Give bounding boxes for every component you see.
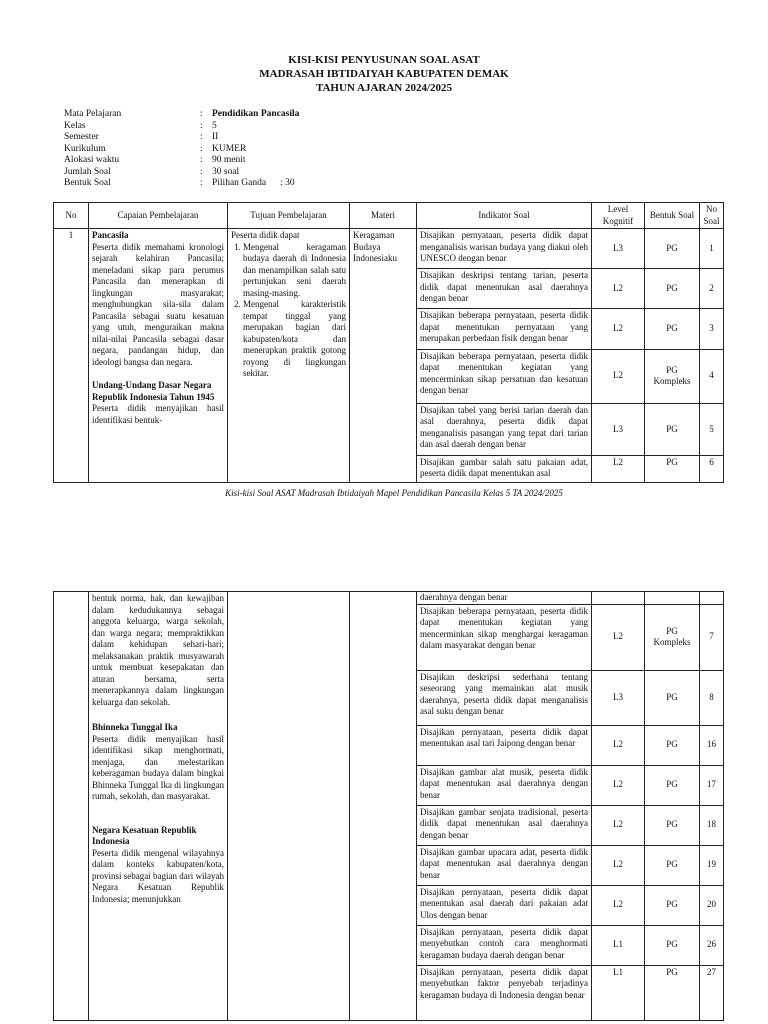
- meta-label: Jumlah Soal: [64, 166, 111, 177]
- meta-colon: :: [200, 155, 203, 165]
- level-cell: L2: [592, 309, 645, 349]
- meta-colon: :: [200, 166, 203, 177]
- col-header-materi: Materi: [350, 203, 417, 229]
- col-header-no: No: [54, 203, 89, 229]
- level-cell: L2: [592, 604, 645, 670]
- nosoal-cell: 2: [700, 269, 724, 309]
- meta-value: II: [212, 132, 219, 142]
- level-cell: L2: [592, 885, 645, 925]
- cp-heading: Undang-Undang Dasar Negara Republik Indonesia Tahun 1945: [92, 380, 215, 402]
- level-cell: [592, 592, 645, 605]
- indikator-cell: Disajikan beberapa pernyataan, peserta didik dapat menentukan kegiatan yang mencerminkan sikap persatuan dan kesatuan dengan benar: [417, 349, 592, 403]
- meta-label: Mata Pelajaran: [64, 109, 122, 119]
- bentuk-cell: PG: [645, 805, 700, 845]
- indikator-cell: Disajikan gambar senjata tradisional, peserta didik dapat menentukan asal daerahnya dengan benar: [417, 805, 592, 845]
- bentuk-cell: PG: [645, 403, 700, 455]
- tp-cell: [228, 592, 350, 1021]
- bentuk-cell: PG: [645, 725, 700, 765]
- meta-value: Pilihan Ganda: [212, 178, 267, 188]
- bentuk-cell: PG: [645, 765, 700, 805]
- nosoal-cell: 20: [700, 885, 724, 925]
- indikator-cell: Disajikan tabel yang berisi tarian daerah dan asal daerahnya, peserta didik dapat menganalisis pasangan yang tepat dari tarian dan asal daerah dengan benar: [417, 403, 592, 455]
- materi-cell: [350, 592, 417, 1021]
- cp-heading: Pancasila: [92, 230, 129, 241]
- nosoal-cell: 19: [700, 845, 724, 885]
- cp-text: Peserta didik mengenal wilayahnya dalam konteks kabupaten/kota, provinsi sebagai bagian dari wilayah Negara Kesatuan Republik Indonesia; menunjukkan: [92, 847, 224, 904]
- meta-row: [64, 167, 299, 179]
- level-cell: L1: [592, 965, 645, 1020]
- cp-text: Peserta didik menyajikan hasil identifikasi sikap menghormati, menjaga, dan melestarikan keberagaman budaya dalam bingkai Bhinneka Tunggal Ika di lingkungan rumah, sekolah, dan masyarakat.: [92, 733, 224, 801]
- meta-row: [64, 155, 299, 167]
- level-cell: L2: [592, 765, 645, 805]
- bentuk-cell: PG: [645, 309, 700, 349]
- col-header-indikator: Indikator Soal: [417, 203, 592, 229]
- col-header-nosoal: No Soal: [700, 203, 724, 229]
- kisi-table-page1: [53, 202, 724, 483]
- bentuk-cell: PG: [645, 670, 700, 725]
- indikator-cell: Disajikan gambar alat musik, peserta didik dapat menentukan asal daerahnya dengan benar: [417, 765, 592, 805]
- bentuk-cell: PG: [645, 965, 700, 1020]
- row-no: 1: [54, 229, 89, 483]
- level-cell: L2: [592, 269, 645, 309]
- level-cell: L2: [592, 725, 645, 765]
- indikator-cell: Disajikan pernyataan, peserta didik dapat menentukan asal daerah dari pakaian adat Ulos dengan benar: [417, 885, 592, 925]
- nosoal-cell: 7: [700, 604, 724, 670]
- meta-colon: :: [200, 178, 203, 188]
- nosoal-cell: 27: [700, 965, 724, 1020]
- indikator-cell: Disajikan pernyataan, peserta didik dapat menyebutkan faktor penyebab terjadinya keragaman budaya di Indonesia dengan benar: [417, 965, 592, 1020]
- meta-row: [64, 132, 299, 144]
- cp-cell: [89, 229, 228, 483]
- nosoal-cell: 3: [700, 309, 724, 349]
- meta-value: KUMER: [212, 143, 247, 154]
- cp-text: bentuk norma, hak, dan kewajiban dalam kedudukannya sebagai anggota keluarga, warga sekolah, dan warga negara; mempraktikkan dalam kehidupan sehari-hari; melaksanakan praktik musyawarah untuk membuat kesepakatan dan aturan bersama, serta menerapkannya dalam lingkungan keluarga dan sekolah.: [92, 593, 224, 707]
- tp-cell: [228, 229, 350, 483]
- indikator-cell: Disajikan pernyataan, peserta didik dapat menentukan asal tari Jaipong dengan benar: [417, 725, 592, 765]
- nosoal-cell: 8: [700, 670, 724, 725]
- meta-info: [64, 109, 299, 190]
- meta-label: Alokasi waktu: [64, 155, 120, 165]
- level-cell: L3: [592, 229, 645, 269]
- indikator-cell: Disajikan deskripsi sederhana tentang seseorang yang memainkan alat musik daerahnya, peserta didik dapat menganalisis asal suku dengan benar: [417, 670, 592, 725]
- meta-row: [64, 109, 299, 121]
- meta-label: Kurikulum: [64, 143, 106, 154]
- cp-heading: Negara Kesatuan Republik Indonesia: [92, 824, 197, 846]
- bentuk-cell: PG: [645, 925, 700, 965]
- indikator-cell: Disajikan deskripsi tentang tarian, peserta didik dapat menentukan asal daerahnya dengan benar: [417, 269, 592, 309]
- indikator-cell: Disajikan pernyataan, peserta didik dapat menganalisis warisan budaya yang diakui oleh UNESCO dengan benar: [417, 229, 592, 269]
- cp-text: Peserta didik memahami kronologi sejarah kelahiran Pancasila; meneladani sikap para perumus Pancasila dan menerapkan di lingkungan masyarakat; menghubungkan sila-sila dalam Pancasila sebagai suatu kesatuan yang utuh, menguraikan makna nilai-nilai Pancasila sebagai dasar negara, pandangan hidup, dan ideologi bangsa dan negara.: [92, 241, 224, 367]
- nosoal-cell: 5: [700, 403, 724, 455]
- indikator-cell: Disajikan pernyataan, peserta didik dapat menyebutkan contoh cara menghormati keragaman budaya daerah dengan benar: [417, 925, 592, 965]
- cp-text: Peserta didik menyajikan hasil identifikasi bentuk-: [92, 403, 224, 425]
- meta-colon: :: [200, 109, 203, 119]
- level-cell: L3: [592, 403, 645, 455]
- doc-title-line1: KISI-KISI PENYUSUNAN SOAL ASAT: [288, 54, 480, 66]
- meta-value: 30 soal: [212, 166, 240, 177]
- table-row: [54, 592, 724, 605]
- col-header-tp: Tujuan Pembelajaran: [228, 203, 350, 229]
- tp-intro: Peserta didik dapat: [231, 230, 300, 241]
- indikator-cell: Disajikan gambar upacara adat, peserta didik dapat menentukan asal daerahnya dengan benar: [417, 845, 592, 885]
- level-cell: L2: [592, 455, 645, 482]
- meta-colon: :: [200, 143, 203, 154]
- cp-cell: [89, 592, 228, 1021]
- indikator-cell: Disajikan beberapa pernyataan, peserta didik dapat menentukan kegiatan yang mencerminkan sikap menghargai keragaman dalam masyarakat dengan benar: [417, 604, 592, 670]
- nosoal-cell: 26: [700, 925, 724, 965]
- meta-value: Pendidikan Pancasila: [212, 109, 300, 119]
- meta-extra: : 30: [280, 178, 295, 188]
- meta-colon: :: [200, 132, 203, 142]
- col-header-bentuk: Bentuk Soal: [645, 203, 700, 229]
- bentuk-cell: PG: [645, 269, 700, 309]
- meta-label: Semester: [64, 132, 99, 142]
- bentuk-cell: PG Kompleks: [645, 604, 700, 670]
- meta-row: [64, 121, 299, 133]
- bentuk-cell: PG: [645, 845, 700, 885]
- tp-item: 2. Mengenal karakteristik tempat tinggal yang merupakan bagian dari kabupaten/kota dan menerapkan praktik gotong royong di lingkungan sekitar.: [243, 299, 346, 380]
- meta-colon: :: [200, 120, 203, 131]
- table-row: [54, 229, 724, 269]
- meta-label: Bentuk Soal: [64, 178, 111, 188]
- nosoal-cell: 18: [700, 805, 724, 845]
- nosoal-cell: 16: [700, 725, 724, 765]
- page-footer: Kisi-kisi Soal ASAT Madrasah Ibtidaiyah Mapel Pendidikan Pancasila Kelas 5 TA 2024/2025: [225, 488, 563, 498]
- meta-row: [64, 178, 299, 190]
- level-cell: L1: [592, 925, 645, 965]
- col-header-cp: Capaian Pembelajaran: [89, 203, 228, 229]
- cp-heading: Bhinneka Tunggal Ika: [92, 722, 178, 732]
- meta-value: 90 menit: [212, 155, 246, 165]
- nosoal-cell: 4: [700, 349, 724, 403]
- tp-item: 1. Mengenal keragaman budaya daerah di Indonesia dan menampilkan salah satu pertunjukan seni daerah masing-masing.: [243, 242, 346, 300]
- row-no: [54, 592, 89, 1021]
- nosoal-cell: 1: [700, 229, 724, 269]
- bentuk-cell: PG: [645, 885, 700, 925]
- level-cell: L2: [592, 845, 645, 885]
- indikator-cell: Disajikan gambar salah satu pakaian adat, peserta didik dapat menentukan asal: [417, 455, 592, 482]
- indikator-cell: daerahnya dengan benar: [417, 592, 592, 605]
- bentuk-cell: PG Kompleks: [645, 349, 700, 403]
- level-cell: L3: [592, 670, 645, 725]
- nosoal-cell: 17: [700, 765, 724, 805]
- meta-row: [64, 144, 299, 156]
- meta-label: Kelas: [64, 120, 86, 131]
- tp-list: [231, 242, 346, 380]
- nosoal-cell: 6: [700, 455, 724, 482]
- doc-title-line2: MADRASAH IBTIDAIYAH KABUPATEN DEMAK: [259, 68, 509, 80]
- doc-title-line3: TAHUN AJARAN 2024/2025: [315, 82, 453, 94]
- kisi-table-page2: [53, 591, 724, 1021]
- bentuk-cell: [645, 592, 700, 605]
- materi-cell: Keragaman Budaya Indonesiaku: [350, 229, 417, 483]
- meta-value: 5: [212, 120, 217, 131]
- nosoal-cell: [700, 592, 724, 605]
- bentuk-cell: PG: [645, 455, 700, 482]
- level-cell: L2: [592, 805, 645, 845]
- col-header-level: Level Kognitif: [592, 203, 645, 229]
- indikator-cell: Disajikan beberapa pernyataan, peserta didik dapat menentukan pernyataan yang merupakan perbedaan fisik dengan benar: [417, 309, 592, 349]
- level-cell: L2: [592, 349, 645, 403]
- table-header-row: [54, 203, 724, 229]
- bentuk-cell: PG: [645, 229, 700, 269]
